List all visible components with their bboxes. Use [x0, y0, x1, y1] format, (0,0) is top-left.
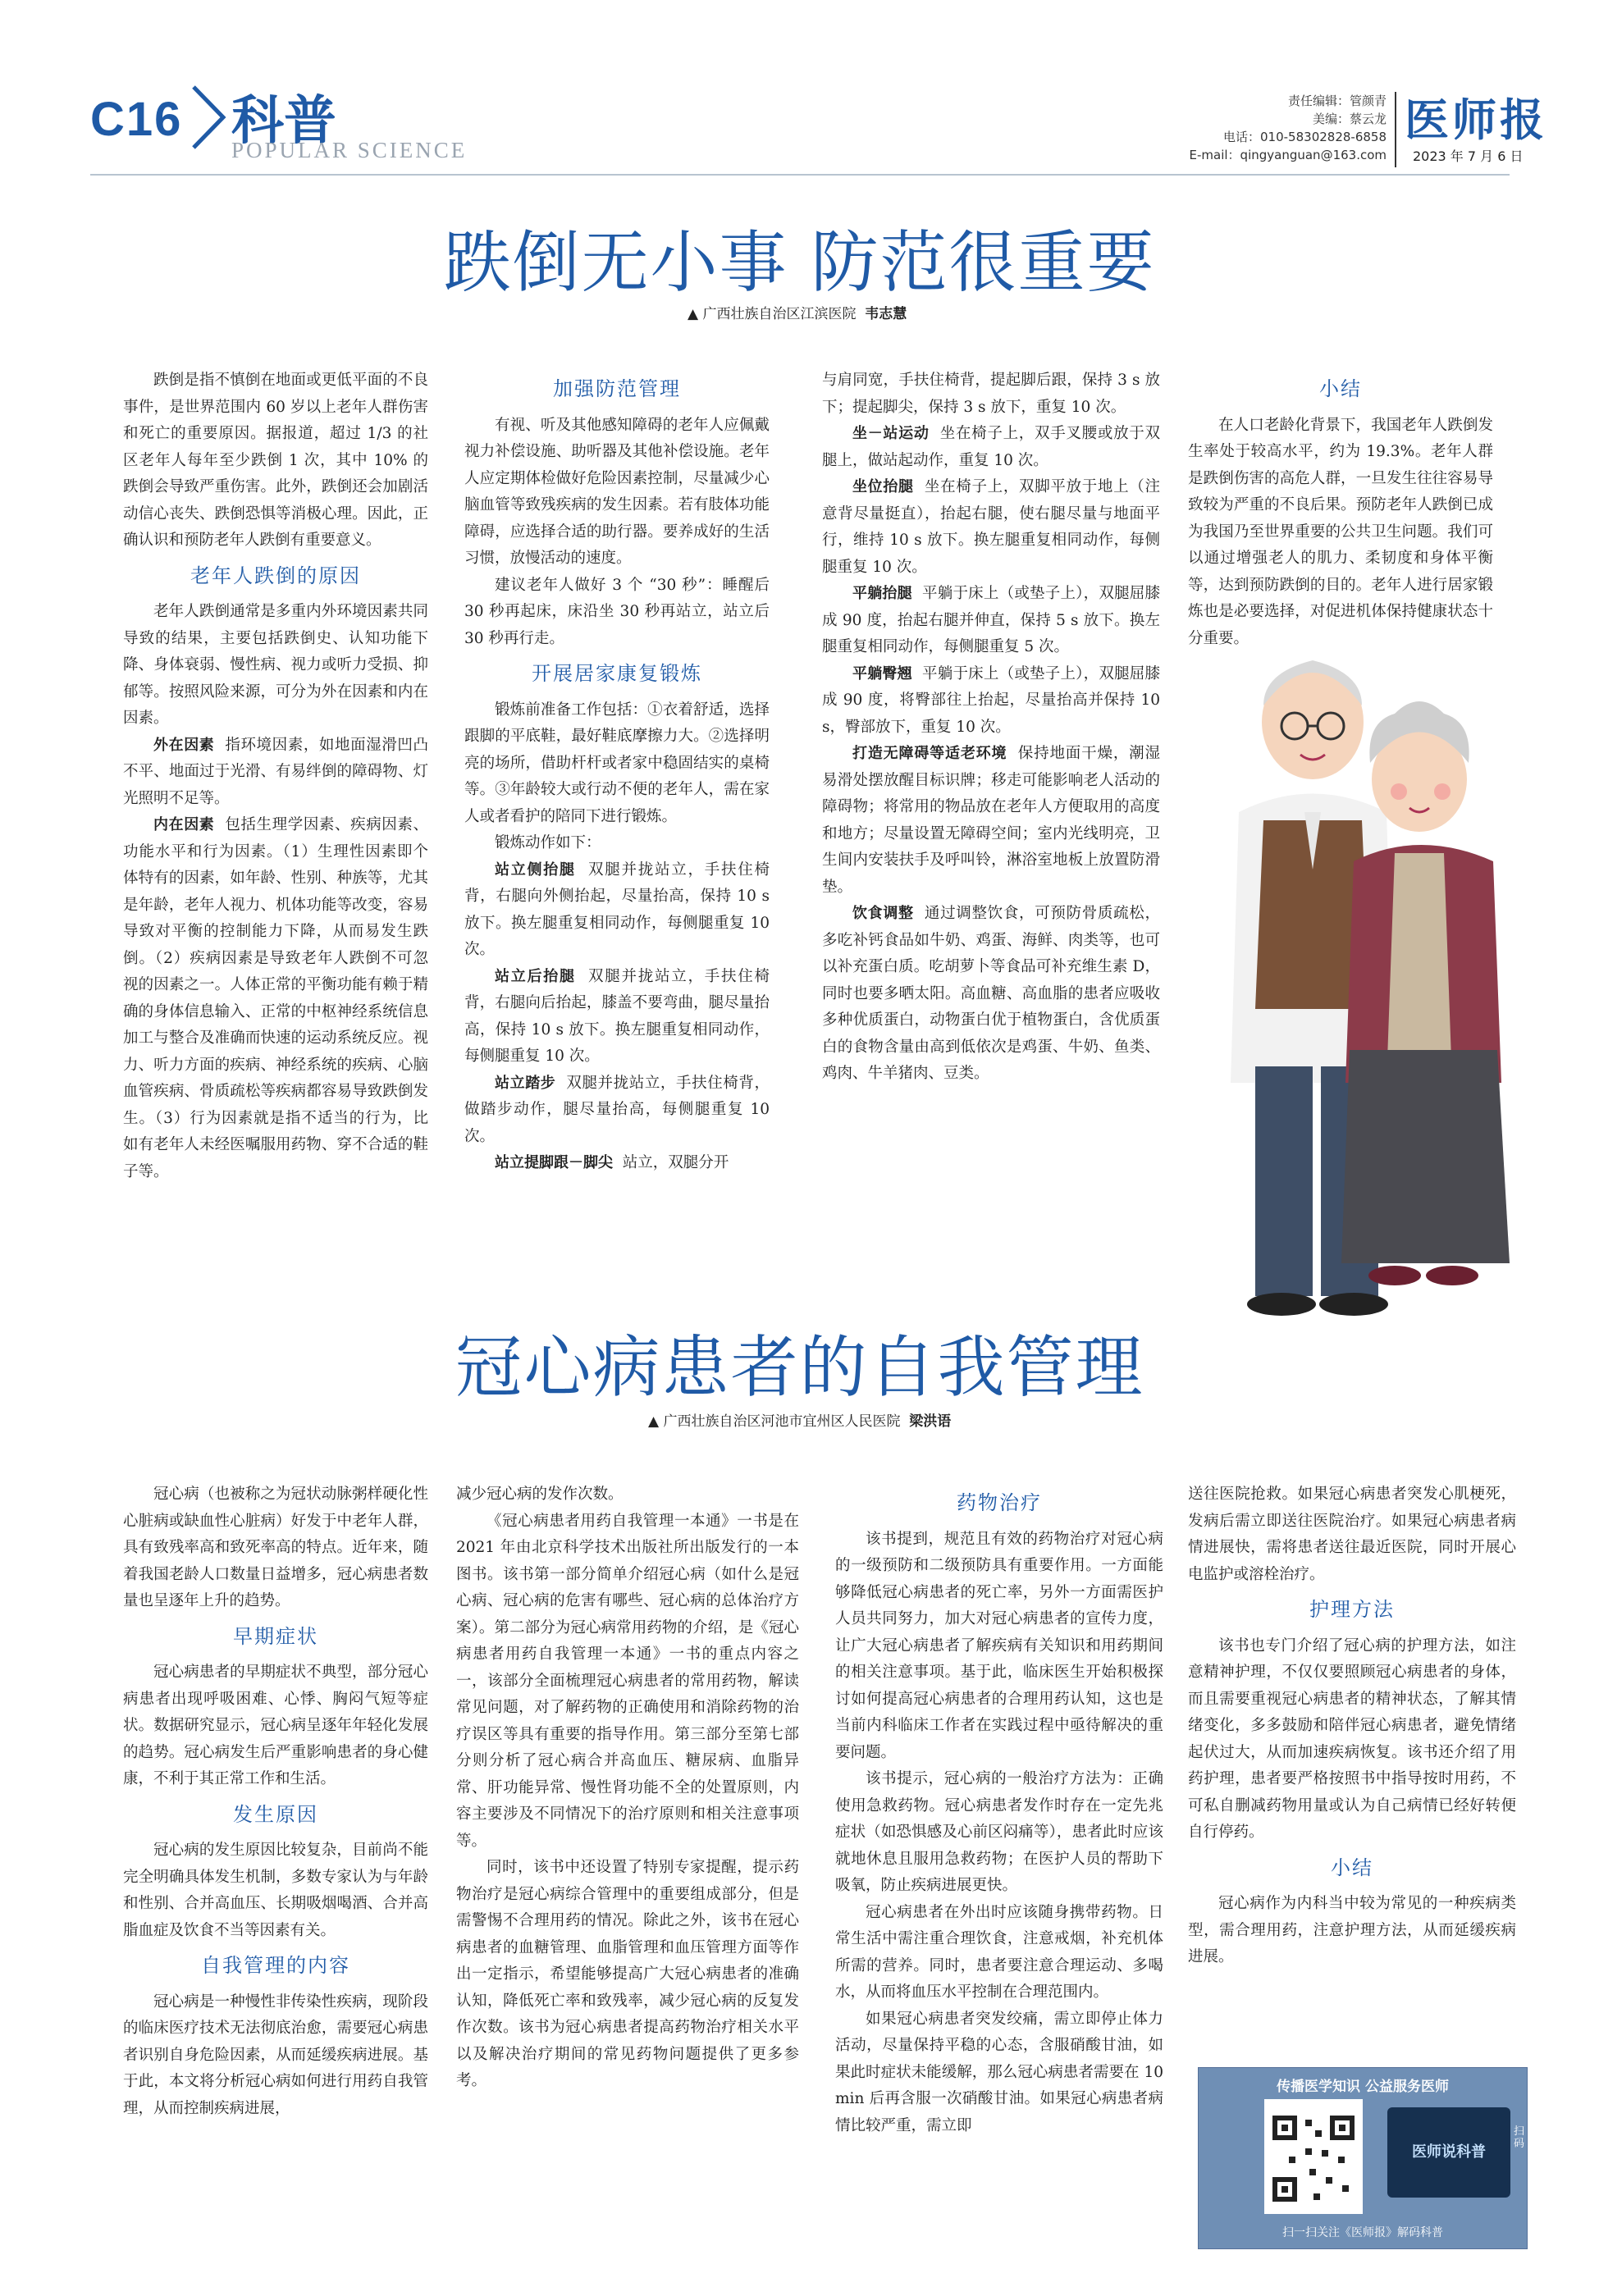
paragraph: 如果冠心病患者突发绞痛，需立即停止体力活动，尽量保持平稳的心态，含服硝酸甘油，如果此时症状未能缓解，那么冠心病患者需要在 10 min 后再含服一次硝酸甘油。如果冠心病患者病情比较严重，需立即 [835, 2010, 1163, 2134]
phone-line: 电话：010-58302828-6858 [1223, 130, 1387, 144]
paragraph: 《冠心病患者用药自我管理一本通》一书是在 2021 年由北京科学技术出版社所出版发行的一本图书。该书第一部分简单介绍冠心病（如什么是冠心病、冠心病的危害有哪些、冠心病的总体治疗方案）。第二部分为冠心病常用药物的介绍，是《冠心病患者用药自我管理一本通》一书的重点内容之一，该部分全面梳理冠心病患者的常用药物，解读常见问题，对了解药物的正确使用和消除药物的治疗误区等具有重要的指导作用。第三部分至第七部分则分析了冠心病合并高血压、糖尿病、血脂异常、肝功能异常、慢性肾功能不全的处置原则，内容主要涉及不同情况下的治疗原则和相关注意事项等。 [456, 1512, 799, 1850]
bold-term: 平躺臀翘 [852, 664, 912, 682]
subheading: 自我管理的内容 [201, 1954, 350, 1977]
bold-term: 站立踏步 [495, 1074, 556, 1092]
header-rule [90, 174, 1510, 176]
article-title: 冠心病患者的自我管理 [455, 1329, 1144, 1407]
paragraph: 该书提到，规范且有效的药物治疗对冠心病的一级预防和二级预防具有重要作用。一方面能够降低冠心病患者的死亡率，另外一方面需医护人员共同努力，加大对冠心病患者的宣传力度，让广大冠心病患者了解疾病有关知识和用药期间的相关注意事项。基于此，临床医生开始积极探讨如何提高冠心病患者的合理用药认知，这也是当前内科临床工作者在实践过程中亟待解决的重要问题。 [835, 1530, 1163, 1761]
bold-term: 外在因素 [153, 736, 215, 754]
paragraph: 外在因素 指环境因素，如地面湿滑凹凸不平、地面过于光滑、有易绊倒的障碍物、灯光照明不足等。 [123, 736, 428, 807]
article-column-4 [1188, 367, 1493, 652]
paragraph: 跌倒是指不慎倒在地面或更低平面的不良事件，是世界范围内 60 岁以上老年人群伤害和死亡的重要原因。据报道，超过 1/3 的社区老年人每年至少跌倒 1 次，其中 10% 的跌倒会导致严重伤害。此外，跌倒还会加剧活动信心丧失、跌倒恐惧等消极心理。因此，正确认识和预防老年人跌倒有重要意义。 [123, 372, 428, 549]
promo-side-label: 扫码 [1514, 2125, 1525, 2150]
subheading: 早期症状 [233, 1624, 318, 1648]
paragraph: 站立踏步 双腿并拢站立，手扶住椅背，做踏步动作，腿尽量抬高，每侧腿重复 10 次。 [464, 1074, 770, 1145]
subheading: 药物治疗 [957, 1491, 1042, 1514]
subheading: 老年人跌倒的原因 [190, 564, 361, 587]
paragraph: 在人口老龄化背景下，我国老年人跌倒发生率处于较高水平，约为 19.3%。老年人群是跌倒伤害的高危人群，一旦发生往往容易导致较为严重的不良后果。预防老年人跌倒已成为我国乃至世界重要的公共卫生问题。我们可以通过增强老人的肌力、柔韧度和身体平衡等，达到预防跌倒的目的。老年人进行居家锻炼也是必要选择，对促进机体保持健康状态十分重要。 [1188, 416, 1493, 647]
promo-slogan: 传播医学知识 公益服务医师 [1277, 2079, 1449, 2095]
byline-author: 梁洪语 [909, 1413, 952, 1430]
subheading: 发生原因 [233, 1802, 318, 1826]
editor-info [1181, 92, 1387, 164]
bold-term: 站立提脚跟－脚尖 [495, 1154, 613, 1171]
paragraph: 站立侧抬腿 双腿并拢站立，手扶住椅背，右腿向外侧抬起，尽量抬高，保持 10 s 放下。换左腿重复相同动作，每侧腿重复 10 次。 [464, 860, 770, 958]
paragraph: 与肩同宽，手扶住椅背，提起脚后跟，保持 3 s 放下；提起脚尖，保持 3 s 放下，重复 10 次。 [822, 372, 1160, 416]
article-column-1 [123, 1481, 428, 2122]
paragraph: 冠心病患者在外出时应该随身携带药物。日常生活中需注重合理饮食，注意戒烟，补充机体所需的营养。同时，患者要注意合理运动、多喝水，从而将血压水平控制在合理范围内。 [835, 1903, 1163, 2001]
paragraph: 冠心病（也被称之为冠状动脉粥样硬化性心脏病或缺血性心脏病）好发于中老年人群，具有致残率高和致死率高的特点。近年来，随着我国老龄人口数量日益增多，冠心病患者数量也呈逐年上升的趋势。 [123, 1486, 428, 1609]
article-byline [688, 302, 907, 322]
video-title: 医师说科普 [1412, 2143, 1486, 2161]
bold-term: 饮食调整 [852, 905, 914, 922]
byline-institution: ▲ 广西壮族自治区河池市宜州区人民医院 [648, 1413, 901, 1430]
section-title: 科普 [231, 91, 336, 152]
article-byline [648, 1409, 951, 1430]
issue-date: 2023 年 7 月 6 日 [1413, 148, 1524, 164]
bold-term: 平躺抬腿 [852, 585, 912, 602]
paragraph: 该书也专门介绍了冠心病的护理方法，如注意精神护理，不仅仅要照顾冠心病患者的身体，而且需要重视冠心病患者的精神状态，了解其情绪变化，多多鼓励和陪伴冠心病患者，避免情绪起伏过大，从而加速疾病恢复。该书还介绍了用药护理，患者要严格按照书中指导按时用药，不可私自删减药物用量或认为自己病情已经好转便自行停药。 [1188, 1636, 1516, 1841]
bold-term: 打造无障碍等适老环境 [852, 745, 1007, 762]
article-column-1 [123, 367, 428, 1185]
paragraph: 饮食调整 通过调整饮食，可预防骨质疏松，多吃补钙食品如牛奶、鸡蛋、海鲜、肉类等，也可以补充蛋白质。吃胡萝卜等食品可补充维生素 D，同时也要多晒太阳。高血糖、高血脂的患者应吸收多种优质蛋白，动物蛋白优于植物蛋白，含优质蛋白的食物含量由高到低依次是鸡蛋、牛奶、鱼类、鸡肉、牛羊猪肉、豆类。 [822, 905, 1160, 1082]
chevron-icon [187, 80, 236, 154]
paragraph: 打造无障碍等适老环境 保持地面干燥，潮湿易滑处摆放醒目标识牌；移走可能影响老人活动的障碍物；将常用的物品放在老年人方便取用的高度和地方；尽量设置无障碍空间；室内光线明亮，卫生间内安装扶手及呼叫铃，淋浴室地板上放置防滑垫。 [822, 745, 1160, 896]
designer-line: 美编：蔡云龙 [1312, 112, 1387, 126]
paragraph: 内在因素 包括生理学因素、疾病因素、功能水平和行为因素。（1）生理性因素即个体特有的因素，如年龄、性别、种族等，尤其是年龄，老年人视力、机体功能等改变，容易导致对平衡的控制能力下降，从而易发生跌倒。（2）疾病因素是导致老年人跌倒不可忽视的因素之一。人体正常的平衡功能有赖于精确的身体信息输入、正常的中枢神经系统信息加工与整合及准确而快速的运动系统反应。视力、听力方面的疾病、神经系统的疾病、心脑血管疾病、骨质疏松等疾病都容易导致跌倒发生。（3）行为因素就是指不适当的行为，比如有老年人未经医嘱服用药物、穿不合适的鞋子等。 [123, 816, 428, 1180]
subheading: 开展居家康复锻炼 [532, 662, 702, 685]
paragraph: 老年人跌倒通常是多重内外环境因素共同导致的结果，主要包括跌倒史、认知功能下降、身体衰弱、慢性病、视力或听力受损、抑郁等。按照风险来源，可分为外在因素和内在因素。 [123, 603, 428, 727]
paragraph: 同时，该书中还设置了特别专家提醒，提示药物治疗是冠心病综合管理中的重要组成部分，但是需警惕不合理用药的情况。除此之外，该书在冠心病患者的血糖管理、血脂管理和血压管理方面等作出一定指示，希望能够提高广大冠心病患者的准确认知，降低死亡率和致残率，减少冠心病的反复发作次数。该书为冠心病患者提高药物治疗相关水平以及解决治疗期间的常见药物问题提供了更多参考。 [456, 1859, 799, 2089]
paragraph: 有视、听及其他感知障碍的老年人应佩戴视力补偿设施、助听器及其他补偿设施。老年人应定期体检做好危险因素控制，尽量减少心脑血管等致残疾病的发生因素。若有肢体功能障碍，应选择合适的助行器。要养成好的生活习惯，放慢活动的速度。 [464, 416, 770, 567]
paragraph: 冠心病患者的早期症状不典型，部分冠心病患者出现呼吸困难、心悸、胸闷气短等症状。数据研究显示，冠心病呈逐年年轻化发展的趋势。冠心病发生后严重影响患者的身心健康，不利于其正常工作和生活。 [123, 1664, 428, 1787]
editor-line: 责任编辑：管颜青 [1287, 94, 1387, 108]
promo-caption: 扫一扫关注《医师报》解码科普 [1282, 2226, 1443, 2239]
paragraph: 送往医院抢救。如果冠心病患者突发心肌梗死，发病后需立即送往医院治疗。如果冠心病患者病情进展快，需将患者送往最近医院，同时开展心电监护或溶栓治疗。 [1188, 1486, 1516, 1583]
subheading: 小结 [1319, 377, 1362, 400]
paragraph: 坐位抬腿 坐在椅子上，双脚平放于地上（注意背尽量挺直），抬起右腿，使右腿尽量与地面平行，维持 10 s 放下。换左腿重复相同动作，每侧腿重复 10 次。 [822, 478, 1160, 576]
article-title: 跌倒无小事 防范很重要 [443, 224, 1156, 302]
section-subtitle-en: POPULAR SCIENCE [231, 138, 468, 162]
email-line: E-mail：qingyanguan@163.com [1189, 148, 1387, 162]
paragraph: 该书提示，冠心病的一般治疗方法为：正确使用急救药物。冠心病患者发作时存在一定先兆症状（如恐惧感及心前区闷痛等），患者此时应该就地休息且服用急救药物；在医护人员的帮助下吸氧，防止疾病进展更快。 [835, 1770, 1163, 1894]
article-column-3 [822, 367, 1160, 1088]
paragraph: 站立提脚跟－脚尖 站立，双腿分开 [495, 1154, 729, 1171]
article-column-4 [1188, 1481, 1516, 1971]
paragraph: 站立后抬腿 双腿并拢站立，手扶住椅背，右腿向后抬起，膝盖不要弯曲，腿尽量抬高，保持 10 s 放下。换左腿重复相同动作，每侧腿重复 10 次。 [464, 967, 770, 1065]
bold-term: 站立侧抬腿 [495, 860, 576, 879]
qr-code[interactable] [1264, 2099, 1363, 2214]
paragraph: 冠心病的发生原因比较复杂，目前尚不能完全明确具体发生机制，多数专家认为与年龄和性别、合并高血压、长期吸烟喝酒、合并高脂血症及饮食不当等因素有关。 [123, 1842, 428, 1939]
subheading: 加强防范管理 [553, 377, 681, 400]
paragraph: 坐－站运动 坐在椅子上，双手叉腰或放于双腿上，做站起动作，重复 10 次。 [822, 425, 1160, 469]
bold-term: 坐－站运动 [852, 425, 930, 442]
byline-institution: ▲ 广西壮族自治区江滨医院 [688, 306, 857, 322]
paragraph: 平躺臀翘 平躺于床上（或垫子上），双腿屈膝成 90 度，将臀部往上抬起，尽量抬高并保持 10 s，臀部放下，重复 10 次。 [822, 664, 1160, 736]
promo-box [1198, 2067, 1528, 2249]
video-thumbnail[interactable] [1387, 2107, 1510, 2198]
paragraph: 锻炼前准备工作包括：①衣着舒适，选择跟脚的平底鞋，最好鞋底摩擦力大。②选择明亮的场所，借助杆杆或者家中稳固结实的桌椅等。③年龄较大或行动不便的老年人，需在家人或者看护的陪同下进行锻炼。 [464, 701, 770, 825]
masthead-divider [1395, 92, 1396, 167]
subheading: 护理方法 [1309, 1598, 1395, 1621]
paragraph: 平躺抬腿 平躺于床上（或垫子上），双腿屈膝成 90 度，抬起右腿并伸直，保持 5 s 放下。换左腿重复相同动作，每侧腿重复 5 次。 [822, 585, 1160, 655]
article-column-3 [835, 1481, 1163, 2139]
bold-term: 站立后抬腿 [495, 967, 576, 985]
elderly-couple-illustration [1206, 623, 1526, 1329]
paragraph: 锻炼动作如下： [495, 834, 601, 851]
article-column-2 [464, 367, 770, 1177]
paragraph: 冠心病作为内科当中较为常见的一种疾病类型，需合理用药，注意护理方法，从而延缓疾病进展。 [1188, 1895, 1516, 1965]
bold-term: 坐位抬腿 [852, 478, 914, 495]
subheading: 小结 [1331, 1856, 1373, 1879]
bold-term: 内在因素 [153, 816, 215, 833]
paragraph: 建议老年人做好 3 个 “30 秒”：睡醒后 30 秒再起床，床沿坐 30 秒再站立，站立后 30 秒再行走。 [464, 576, 770, 647]
byline-author: 韦志慧 [865, 306, 907, 322]
paragraph: 冠心病是一种慢性非传染性疾病，现阶段的临床医疗技术无法彻底治愈，需要冠心病患者识别自身危险因素，从而延缓疾病进展。基于此，本文将分析冠心病如何进行用药自我管理，从而控制疾病进展， [123, 1992, 428, 2117]
article-column-2 [456, 1481, 799, 2095]
paragraph: 减少冠心病的发作次数。 [456, 1486, 624, 1503]
newspaper-logo: 医师报 [1405, 94, 1547, 146]
page-number: C16 [90, 93, 183, 146]
